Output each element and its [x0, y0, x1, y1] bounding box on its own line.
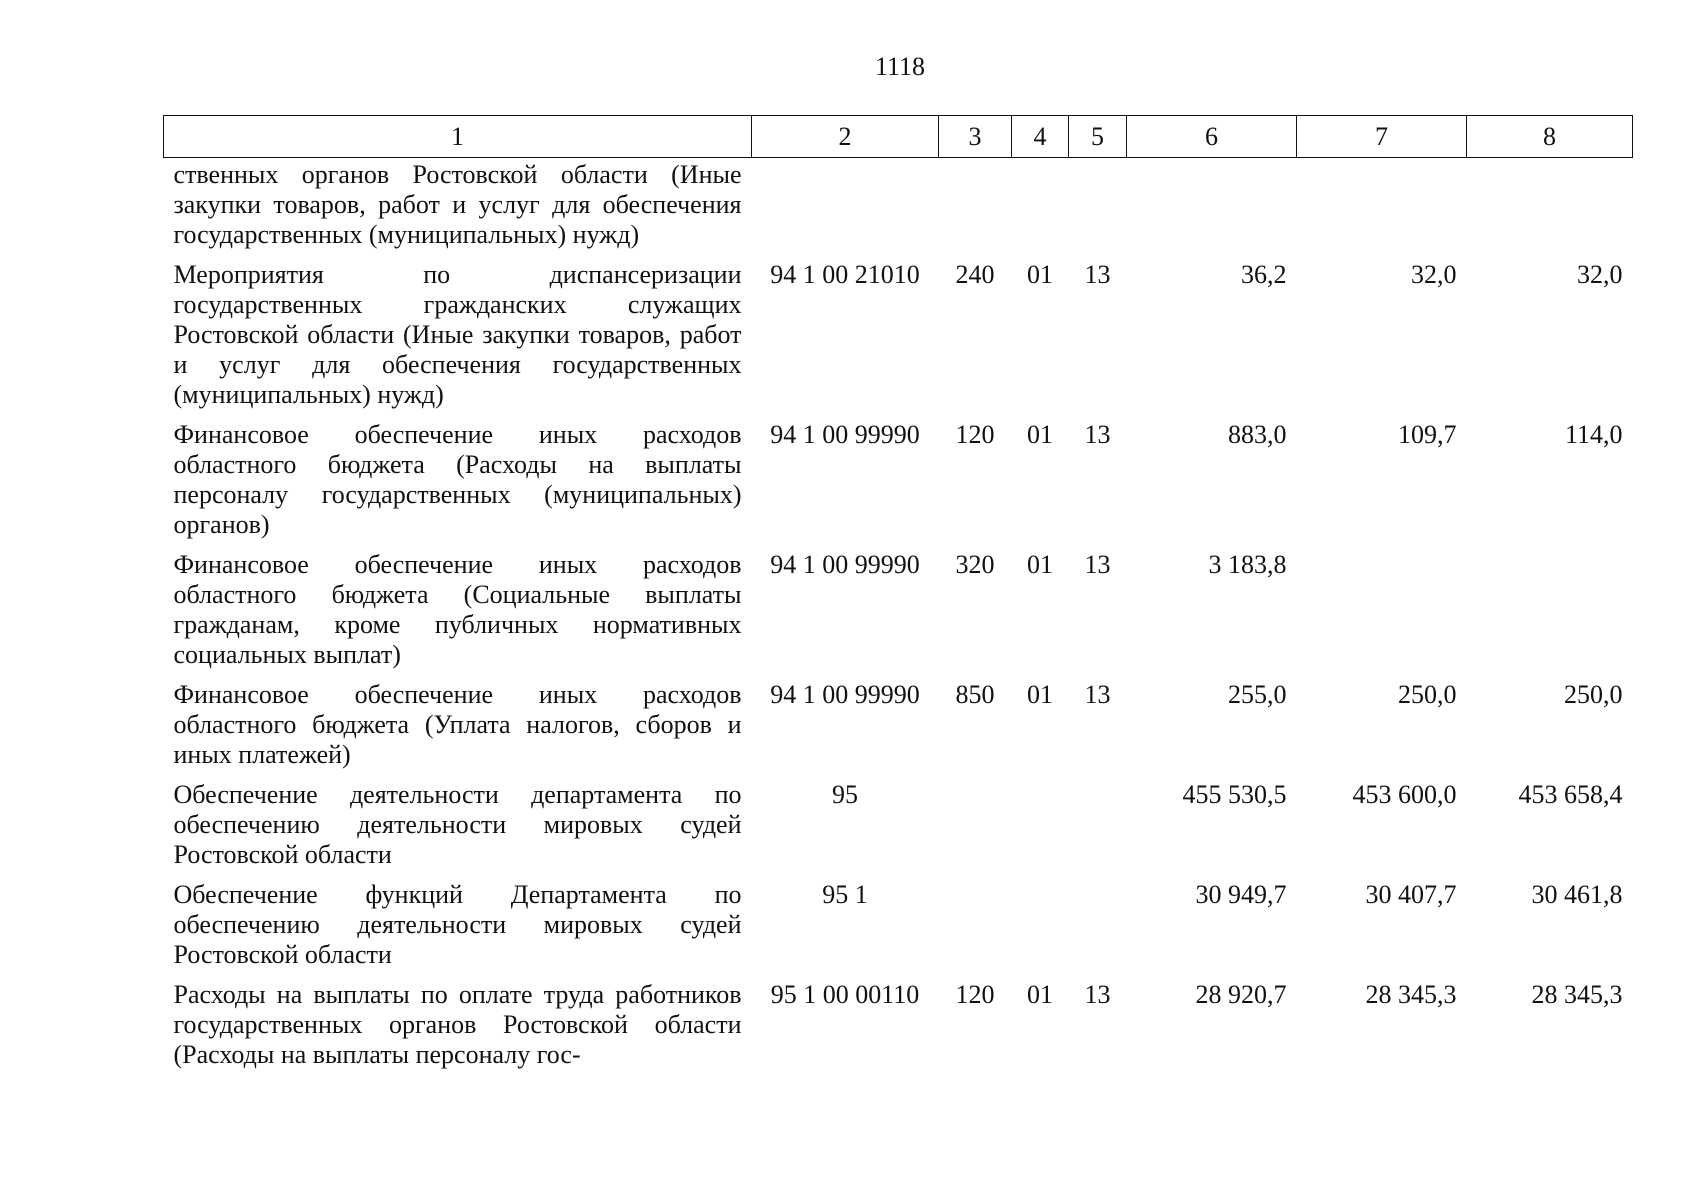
header-col-8: 8	[1467, 116, 1633, 158]
header-col-5: 5	[1069, 116, 1127, 158]
row-vr	[939, 158, 1012, 261]
row-code: 95 1 00 00110	[770, 980, 920, 1009]
row-year1: 3 183,8	[1208, 550, 1287, 579]
row-pr: 13	[1084, 980, 1111, 1009]
row-code: 94 1 00 99990	[770, 550, 920, 579]
row-vr	[939, 780, 1012, 880]
header-col-4: 4	[1012, 116, 1069, 158]
table-header-row	[164, 116, 1633, 158]
row-year1: 883,0	[1228, 420, 1287, 449]
row-year3: 30 461,8	[1531, 880, 1623, 909]
row-pr: 13	[1084, 680, 1111, 709]
row-year1: 455 530,5	[1182, 780, 1287, 809]
row-name: ственных органов Ростовской области (Иные закупки товаров, работ и услуг для обеспечения государственных (муниципальных) нужд)	[173, 160, 742, 249]
row-rz: 01	[1027, 420, 1053, 449]
row-name: Расходы на выплаты по оплате труда работников государственных органов Ростовской области (Расходы на выплаты персоналу гос-	[173, 980, 742, 1069]
row-year3: 28 345,3	[1531, 980, 1623, 1009]
row-year2: 30 407,7	[1365, 880, 1457, 909]
header-col-3: 3	[939, 116, 1012, 158]
row-code	[752, 158, 939, 261]
row-year1: 28 920,7	[1195, 980, 1287, 1009]
budget-table	[163, 115, 1633, 1080]
row-name: Финансовое обеспечение иных расходов областного бюджета (Уплата налогов, сборов и иных платежей)	[173, 680, 742, 769]
row-vr: 850	[955, 680, 995, 709]
row-year1: 30 949,7	[1195, 880, 1287, 909]
row-vr: 120	[955, 420, 995, 449]
row-pr	[1069, 780, 1127, 880]
row-name: Обеспечение функций Департамента по обеспечению деятельности мировых судей Ростовской области	[173, 880, 742, 969]
row-year2: 453 600,0	[1352, 780, 1457, 809]
row-year3	[1467, 158, 1633, 261]
row-code: 94 1 00 21010	[770, 260, 920, 289]
row-name: Финансовое обеспечение иных расходов областного бюджета (Расходы на выплаты персоналу государственных (муниципальных) органов)	[173, 420, 742, 539]
row-pr: 13	[1084, 550, 1111, 579]
row-year3: 250,0	[1564, 680, 1623, 709]
row-rz: 01	[1027, 680, 1053, 709]
row-pr: 13	[1084, 420, 1111, 449]
header-col-7: 7	[1297, 116, 1467, 158]
row-rz	[1012, 158, 1069, 261]
row-vr: 320	[955, 550, 995, 579]
row-rz	[1012, 880, 1069, 980]
table-row	[164, 880, 1633, 980]
row-year1	[1127, 158, 1297, 261]
row-year3	[1467, 550, 1633, 680]
row-rz	[1012, 780, 1069, 880]
row-code: 95	[832, 780, 858, 809]
row-year3: 32,0	[1577, 260, 1623, 289]
row-pr	[1069, 880, 1127, 980]
row-code: 94 1 00 99990	[770, 420, 920, 449]
row-vr	[939, 880, 1012, 980]
row-name: Финансовое обеспечение иных расходов областного бюджета (Социальные выплаты гражданам, кроме публичных нормативных социальных выплат)	[173, 550, 742, 669]
row-year3: 114,0	[1564, 420, 1623, 449]
table-row	[164, 420, 1633, 550]
row-year1: 255,0	[1228, 680, 1287, 709]
table-row	[164, 980, 1633, 1080]
row-year2: 32,0	[1411, 260, 1457, 289]
header-col-6: 6	[1127, 116, 1297, 158]
row-name: Мероприятия по диспансеризации государственных гражданских служащих Ростовской области (Иные закупки товаров, работ и услуг для обеспечения государственных (муниципальных) нужд)	[173, 260, 742, 409]
row-rz: 01	[1027, 260, 1053, 289]
row-year2: 28 345,3	[1365, 980, 1457, 1009]
header-col-1: 1	[164, 116, 752, 158]
table-row	[164, 158, 1633, 261]
row-year3: 453 658,4	[1518, 780, 1623, 809]
table-row	[164, 550, 1633, 680]
row-year2: 109,7	[1398, 420, 1457, 449]
header-col-2: 2	[752, 116, 939, 158]
row-year2	[1297, 158, 1467, 261]
table-row	[164, 260, 1633, 420]
table-row	[164, 680, 1633, 780]
row-vr: 240	[955, 260, 995, 289]
table-row	[164, 780, 1633, 880]
row-rz: 01	[1027, 980, 1053, 1009]
row-rz: 01	[1027, 550, 1053, 579]
row-year2	[1297, 550, 1467, 680]
row-year1: 36,2	[1241, 260, 1287, 289]
row-code: 95 1	[822, 880, 868, 909]
page-number: 1118	[874, 52, 926, 81]
row-year2: 250,0	[1398, 680, 1457, 709]
row-pr	[1069, 158, 1127, 261]
row-name: Обеспечение деятельности департамента по обеспечению деятельности мировых судей Ростовской области	[173, 780, 742, 869]
row-pr: 13	[1084, 260, 1111, 289]
row-code: 94 1 00 99990	[770, 680, 920, 709]
row-vr: 120	[955, 980, 995, 1009]
